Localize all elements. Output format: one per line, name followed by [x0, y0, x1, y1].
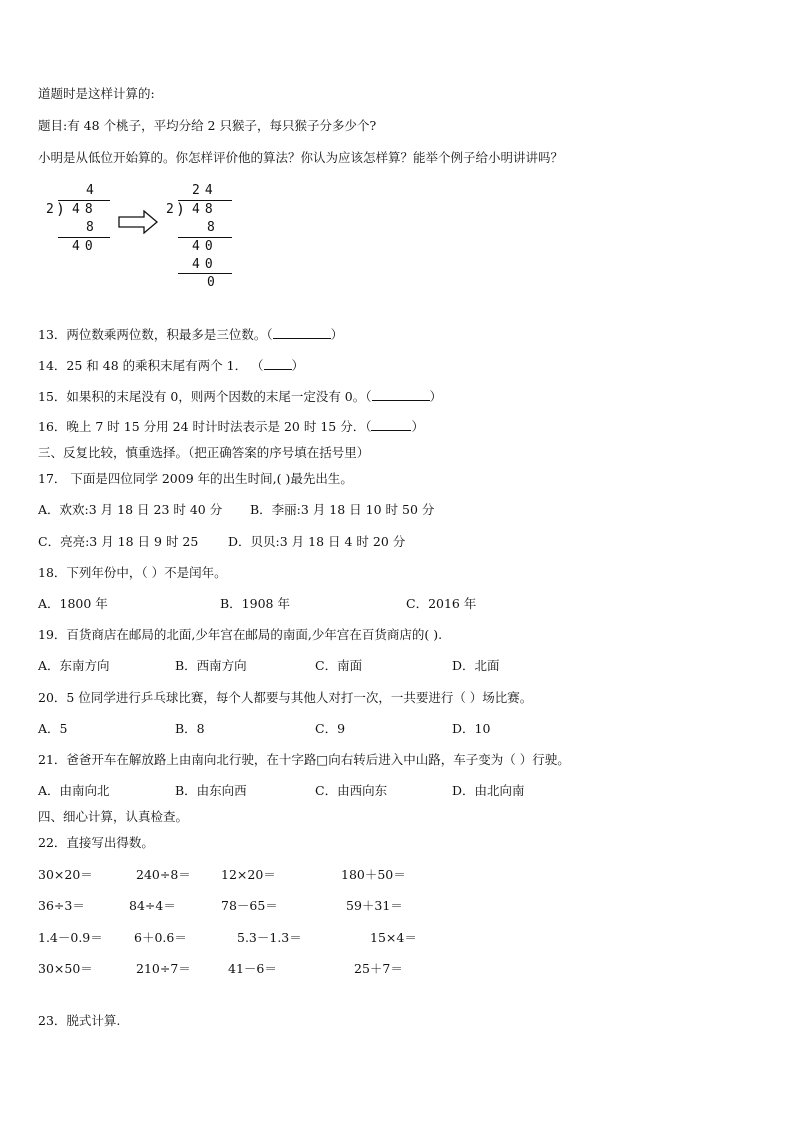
question-20-option-d: D．10 — [452, 721, 491, 736]
division-right-bar — [178, 200, 232, 201]
question-19-option-c: C．南面 — [315, 658, 363, 673]
calc-r2-c4: 59＋31＝ — [346, 898, 403, 913]
question-18-option-a: A．1800 年 — [38, 596, 108, 611]
question-20-option-b: B．8 — [175, 721, 205, 736]
calc-r2-c2: 84÷4＝ — [129, 898, 176, 913]
division-right-divisor: 2 — [166, 202, 174, 217]
question-18-option-b: B．1908 年 — [220, 596, 290, 611]
division-left-step1: 8 — [86, 220, 94, 235]
question-17-stem: 17． 下面是四位同学 2009 年的出生时间,( )最先出生。 — [38, 471, 353, 486]
answer-blank-16[interactable] — [371, 419, 411, 431]
question-21-option-c: C．由西向东 — [315, 783, 388, 798]
question-17-option-d: D．贝贝:3 月 18 日 4 时 20 分 — [228, 534, 406, 549]
calc-r3-c4: 15×4＝ — [370, 930, 417, 945]
calc-r1-c3: 12×20＝ — [221, 867, 276, 882]
division-left-rule — [58, 237, 110, 238]
question-17-option-a: A．欢欢:3 月 18 日 23 时 40 分 — [38, 502, 223, 517]
intro-prompt: 小明是从低位开始算的。你怎样评价他的算法？你认为应该怎样算？能举个例子给小明讲讲吗？ — [38, 150, 564, 165]
question-18-stem: 18．下列年份中，（ ）不是闰年。 — [38, 565, 227, 580]
division-left-bracket: ) — [56, 200, 66, 218]
question-14: 14．25 和 48 的乘积末尾有两个 1． （ ） — [38, 358, 305, 373]
division-left-quotient: 4 — [86, 183, 94, 198]
division-left-dividend: 48 — [72, 202, 98, 217]
calc-r1-c1: 30×20＝ — [38, 867, 93, 882]
division-right-step1: 8 — [207, 220, 215, 235]
calc-r4-c2: 210÷7＝ — [136, 961, 191, 976]
question-17-option-b: B．李丽:3 月 18 日 10 时 50 分 — [250, 502, 435, 517]
division-right-rule-2 — [178, 273, 232, 274]
question-20-option-c: C．9 — [315, 721, 346, 736]
division-right-step3: 40 — [192, 257, 218, 272]
question-22-stem: 22．直接写出得数。 — [38, 835, 154, 850]
division-left-step2: 40 — [72, 239, 98, 254]
calc-r2-c1: 36÷3＝ — [38, 898, 85, 913]
section-4-title: 四、细心计算，认真检查。 — [38, 809, 189, 824]
division-right-remainder: 0 — [207, 275, 215, 290]
answer-blank-14[interactable] — [264, 358, 292, 370]
question-19-stem: 19．百货商店在邮局的北面,少年宫在邮局的南面,少年宫在百货商店的( ). — [38, 627, 443, 642]
division-right-dividend: 48 — [192, 202, 218, 217]
division-right-rule-1 — [178, 237, 232, 238]
question-21-option-d: D．由北向南 — [452, 783, 525, 798]
question-18-option-c: C．2016 年 — [406, 596, 477, 611]
question-19-option-b: B．西南方向 — [175, 658, 247, 673]
question-19-option-d: D．北面 — [452, 658, 500, 673]
calc-r4-c4: 25＋7＝ — [354, 961, 403, 976]
question-19-option-a: A．东南方向 — [38, 658, 110, 673]
question-16: 16．晚上 7 时 15 分用 24 时计时法表示是 20 时 15 分．（ ） — [38, 419, 424, 434]
answer-blank-13[interactable] — [273, 327, 331, 339]
division-left-divisor: 2 — [46, 202, 54, 217]
division-left-bar — [58, 200, 110, 201]
question-21-stem: 21．爸爸开车在解放路上由南向北行驶，在十字路□向右转后进入中山路，车子变为（ ）行驶。 — [38, 752, 570, 767]
question-21-option-a: A．由南向北 — [38, 783, 110, 798]
section-3-title: 三、反复比较，慎重选择。（把正确答案的序号填在括号里） — [38, 445, 370, 460]
calc-r1-c2: 240÷8＝ — [136, 867, 191, 882]
calc-r3-c1: 1.4－0.9＝ — [38, 930, 103, 945]
calc-r4-c1: 30×50＝ — [38, 961, 93, 976]
division-right-step2: 40 — [192, 239, 218, 254]
question-20-stem: 20．5 位同学进行乒乓球比赛，每个人都要与其他人对打一次，一共要进行（ ）场比赛。 — [38, 690, 533, 705]
calc-r3-c2: 6＋0.6＝ — [134, 930, 187, 945]
question-13: 13．两位数乘两位数，积最多是三位数。（ ） — [38, 327, 344, 342]
answer-blank-15[interactable] — [372, 389, 430, 401]
calc-r3-c3: 5.3－1.3＝ — [237, 930, 302, 945]
right-arrow-icon — [118, 210, 158, 234]
calc-r2-c3: 78－65＝ — [221, 898, 278, 913]
intro-question: 题目:有 48 个桃子，平均分给 2 只猴子，每只猴子分多少个? — [38, 118, 377, 133]
calc-r1-c4: 180＋50＝ — [341, 867, 406, 882]
calc-r4-c3: 41－6＝ — [228, 961, 277, 976]
question-17-option-c: C．亮亮:3 月 18 日 9 时 25 — [38, 534, 199, 549]
question-23-stem: 23．脱式计算. — [38, 1013, 121, 1028]
question-21-option-b: B．由东向西 — [175, 783, 247, 798]
question-20-option-a: A．5 — [38, 721, 68, 736]
division-right-quotient: 24 — [192, 183, 218, 198]
division-right-bracket: ) — [176, 200, 186, 218]
question-15: 15．如果积的末尾没有 0，则两个因数的末尾一定没有 0。（ ） — [38, 389, 443, 404]
intro-line-1: 道题时是这样计算的: — [38, 86, 155, 101]
